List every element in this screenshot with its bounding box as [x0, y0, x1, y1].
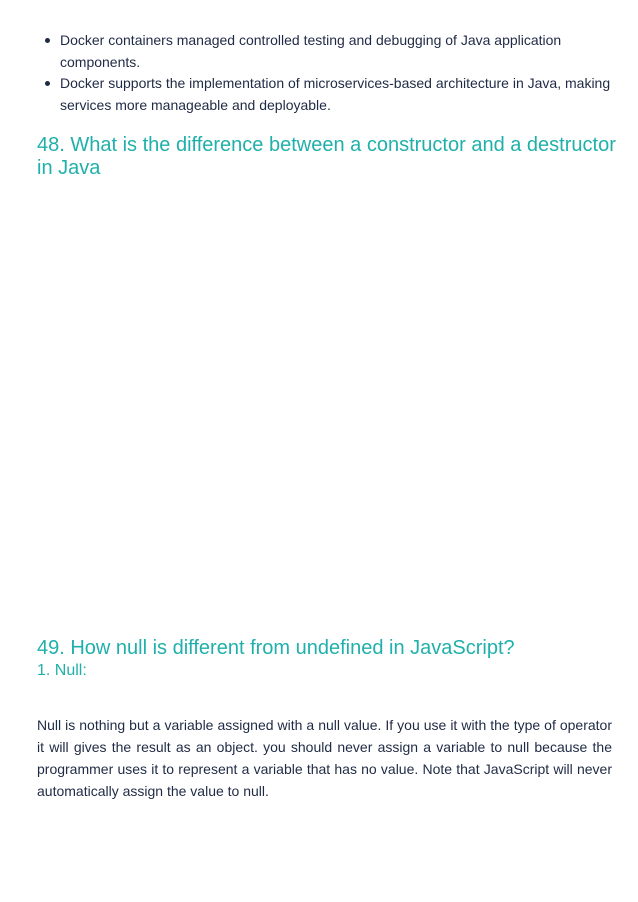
- list-item: [37, 73, 617, 116]
- bullet-icon: [45, 81, 50, 86]
- list-item: [37, 30, 617, 73]
- bullet-icon: [45, 38, 50, 43]
- paragraph-null: Null is nothing but a variable assigned with a null value. If you use it with the type of operator it will gives the result as an object. you should never assign a variable to null because the programmer uses it to represent a variable that has no value. Note that JavaScript will never automatically assign the value to null.: [37, 717, 612, 799]
- subsection-heading-null: 1. Null:: [37, 662, 87, 679]
- section-heading-48: 48. What is the difference between a constructor and a destructor in Java: [37, 134, 616, 179]
- bullet-text: Docker containers managed controlled testing and debugging of Java application components.: [60, 32, 562, 70]
- bullet-text: Docker supports the implementation of microservices-based architecture in Java, making services more manageable and deployable.: [60, 75, 611, 113]
- section-heading-49: 49. How null is different from undefined in JavaScript?: [37, 637, 515, 659]
- bullet-list: [37, 30, 617, 116]
